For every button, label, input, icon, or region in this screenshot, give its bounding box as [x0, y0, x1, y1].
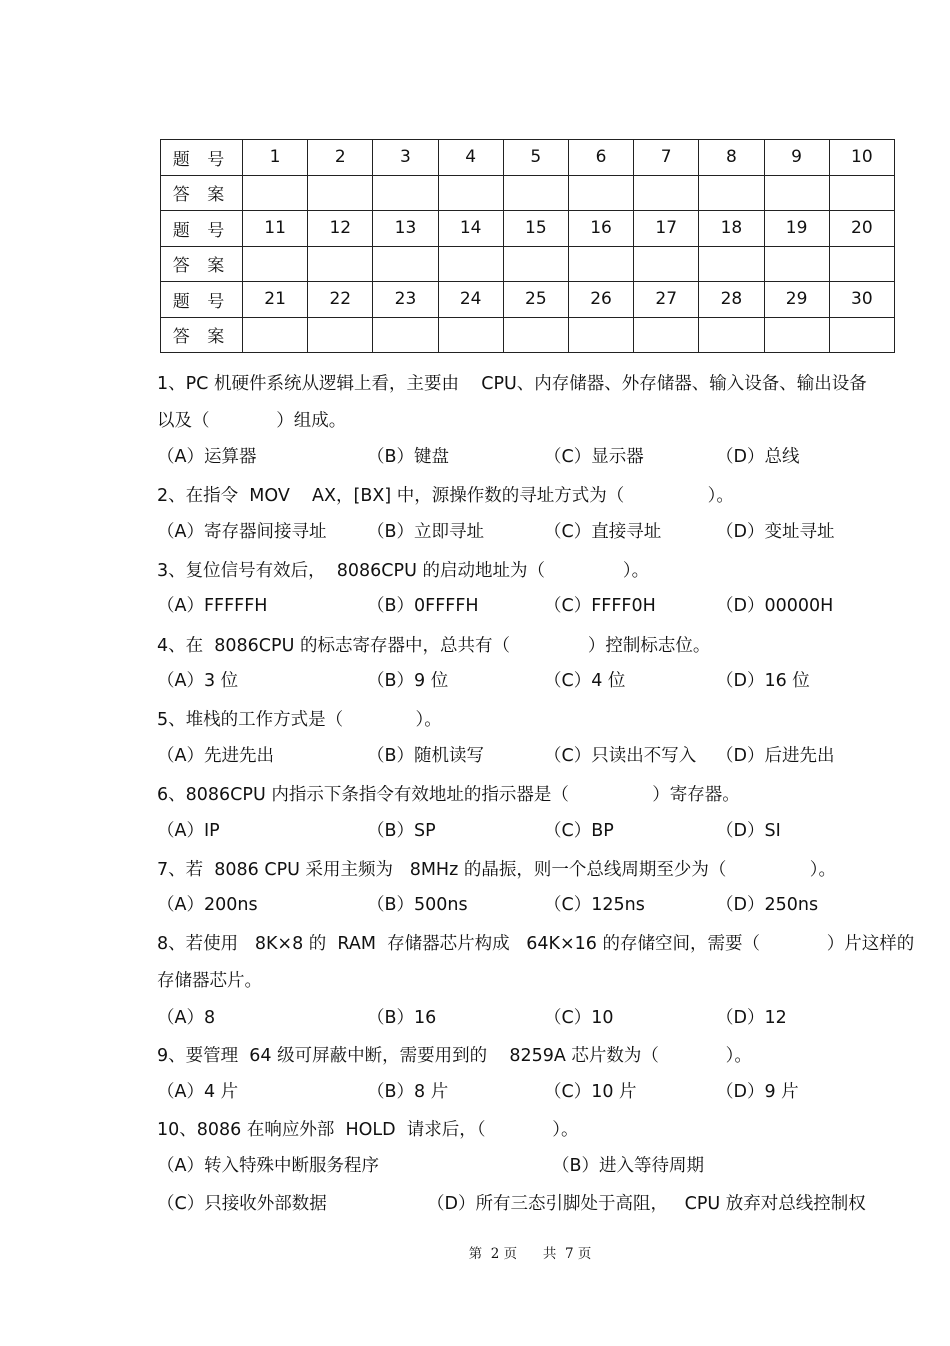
question-stem-continued: 存储器芯片。	[157, 971, 262, 991]
answer-cell[interactable]	[438, 317, 503, 353]
question-number-cell: 23	[373, 282, 438, 318]
answer-option: （C）FFFF0H	[544, 596, 656, 616]
answer-cell[interactable]	[829, 317, 894, 353]
question-number-cell: 28	[699, 282, 764, 318]
answer-table-row	[161, 246, 895, 282]
row-label: 答 案	[161, 317, 243, 353]
question-stem: 9、要管理 64 级可屏蔽中断，需要用到的 8259A 芯片数为（ ）。	[157, 1046, 752, 1066]
answer-option: （A）转入特殊中断服务程序	[157, 1156, 379, 1176]
answer-option: （B）500ns	[367, 895, 468, 915]
row-label: 题 号	[161, 140, 243, 176]
answer-option: （C）10 片	[544, 1082, 637, 1102]
question-stem: 8、若使用 8K×8 的 RAM 存储器芯片构成 64K×16 的存储空间，需要（ ）片这样的	[157, 934, 915, 954]
answer-cell[interactable]	[764, 246, 829, 282]
answer-option: （C）显示器	[544, 447, 644, 467]
answer-option: （B）立即寻址	[367, 522, 485, 542]
answer-cell[interactable]	[764, 175, 829, 211]
answer-option: （A）200ns	[157, 895, 258, 915]
answer-cell[interactable]	[243, 175, 308, 211]
question-number-cell: 14	[438, 211, 503, 247]
answer-cell[interactable]	[373, 317, 438, 353]
question-number-cell: 3	[373, 140, 438, 176]
question-number-cell: 8	[699, 140, 764, 176]
question-stem: 5、堆栈的工作方式是（ ）。	[157, 710, 442, 730]
answer-option: （A）先进先出	[157, 746, 274, 766]
answer-option: （B）8 片	[367, 1082, 449, 1102]
question-stem: 4、在 8086CPU 的标志寄存器中，总共有（ ）控制标志位。	[157, 636, 711, 656]
answer-cell[interactable]	[764, 317, 829, 353]
row-label: 题 号	[161, 211, 243, 247]
question-number-cell: 1	[243, 140, 308, 176]
answer-cell[interactable]	[699, 317, 764, 353]
question-number-cell: 24	[438, 282, 503, 318]
row-label: 题 号	[161, 282, 243, 318]
page-footer: 第 2 页 共 7 页	[468, 1246, 592, 1262]
answer-option: （A）3 位	[157, 671, 239, 691]
question-stem: 3、复位信号有效后， 8086CPU 的启动地址为（ ）。	[157, 561, 650, 581]
answer-cell[interactable]	[634, 246, 699, 282]
answer-cell[interactable]	[568, 246, 633, 282]
answer-cell[interactable]	[438, 175, 503, 211]
question-stem: 1、PC 机硬件系统从逻辑上看，主要由 CPU、内存储器、外存储器、输入设备、输出设备	[157, 374, 867, 394]
answer-option: （A）寄存器间接寻址	[157, 522, 327, 542]
answer-option: （D）16 位	[716, 671, 810, 691]
answer-option: （A）4 片	[157, 1082, 239, 1102]
question-number-cell: 19	[764, 211, 829, 247]
answer-option: （D）所有三态引脚处于高阻， CPU 放弃对总线控制权	[427, 1194, 866, 1214]
answer-table-row	[161, 211, 895, 247]
answer-cell[interactable]	[503, 317, 568, 353]
answer-cell[interactable]	[373, 175, 438, 211]
question-stem: 6、8086CPU 内指示下条指令有效地址的指示器是（ ）寄存器。	[157, 785, 740, 805]
answer-option: （A）IP	[157, 821, 220, 841]
question-number-cell: 22	[308, 282, 373, 318]
answer-cell[interactable]	[308, 175, 373, 211]
question-number-cell: 15	[503, 211, 568, 247]
question-number-cell: 2	[308, 140, 373, 176]
answer-cell[interactable]	[568, 317, 633, 353]
answer-cell[interactable]	[243, 317, 308, 353]
question-stem-continued: 以及（ ）组成。	[157, 411, 347, 431]
answer-cell[interactable]	[634, 317, 699, 353]
answer-table-row	[161, 317, 895, 353]
question-number-cell: 17	[634, 211, 699, 247]
answer-option: （C）4 位	[544, 671, 626, 691]
answer-option: （D）250ns	[716, 895, 819, 915]
answer-option: （B）0FFFFH	[367, 596, 479, 616]
answer-option: （A）FFFFFH	[157, 596, 268, 616]
answer-cell[interactable]	[308, 317, 373, 353]
answer-cell[interactable]	[829, 246, 894, 282]
answer-option: （D）变址寻址	[716, 522, 835, 542]
answer-option: （D）12	[716, 1008, 787, 1028]
answer-table-row	[161, 175, 895, 211]
answer-table	[160, 139, 895, 353]
answer-cell[interactable]	[699, 175, 764, 211]
question-stem: 7、若 8086 CPU 采用主频为 8MHz 的晶振，则一个总线周期至少为（ ）。	[157, 860, 837, 880]
question-number-cell: 9	[764, 140, 829, 176]
answer-cell[interactable]	[503, 175, 568, 211]
row-label: 答 案	[161, 246, 243, 282]
question-number-cell: 11	[243, 211, 308, 247]
question-number-cell: 29	[764, 282, 829, 318]
answer-cell[interactable]	[243, 246, 308, 282]
answer-option: （D）9 片	[716, 1082, 799, 1102]
answer-option: （D）后进先出	[716, 746, 835, 766]
answer-cell[interactable]	[308, 246, 373, 282]
answer-table-row	[161, 282, 895, 318]
question-stem: 2、在指令 MOV AX，[BX] 中，源操作数的寻址方式为（ ）。	[157, 486, 734, 506]
question-number-cell: 6	[568, 140, 633, 176]
answer-option: （C）BP	[544, 821, 614, 841]
answer-option: （B）SP	[367, 821, 436, 841]
answer-option: （C）10	[544, 1008, 614, 1028]
answer-cell[interactable]	[829, 175, 894, 211]
answer-cell[interactable]	[634, 175, 699, 211]
answer-option: （B）16	[367, 1008, 437, 1028]
question-number-cell: 5	[503, 140, 568, 176]
answer-option: （B）键盘	[367, 447, 450, 467]
question-number-cell: 12	[308, 211, 373, 247]
answer-cell[interactable]	[568, 175, 633, 211]
question-number-cell: 13	[373, 211, 438, 247]
answer-cell[interactable]	[438, 246, 503, 282]
answer-option: （D）总线	[716, 447, 800, 467]
answer-option: （C）直接寻址	[544, 522, 662, 542]
answer-option: （C）只接收外部数据	[157, 1194, 327, 1214]
answer-cell[interactable]	[503, 246, 568, 282]
answer-table-row	[161, 140, 895, 176]
answer-option: （A）8	[157, 1008, 216, 1028]
answer-option: （B）随机读写	[367, 746, 485, 766]
answer-option: （B）进入等待周期	[552, 1156, 705, 1176]
question-number-cell: 18	[699, 211, 764, 247]
question-number-cell: 20	[829, 211, 894, 247]
answer-option: （C）只读出不写入	[544, 746, 697, 766]
question-number-cell: 4	[438, 140, 503, 176]
question-number-cell: 26	[568, 282, 633, 318]
answer-cell[interactable]	[699, 246, 764, 282]
answer-cell[interactable]	[373, 246, 438, 282]
answer-option: （A）运算器	[157, 447, 257, 467]
question-stem: 10、8086 在响应外部 HOLD 请求后，（ ）。	[157, 1120, 579, 1140]
answer-option: （B）9 位	[367, 671, 449, 691]
question-number-cell: 7	[634, 140, 699, 176]
row-label: 答 案	[161, 175, 243, 211]
question-number-cell: 27	[634, 282, 699, 318]
question-number-cell: 30	[829, 282, 894, 318]
question-number-cell: 16	[568, 211, 633, 247]
question-number-cell: 21	[243, 282, 308, 318]
question-number-cell: 10	[829, 140, 894, 176]
answer-option: （C）125ns	[544, 895, 645, 915]
answer-option: （D）SI	[716, 821, 781, 841]
question-number-cell: 25	[503, 282, 568, 318]
answer-option: （D）00000H	[716, 596, 834, 616]
